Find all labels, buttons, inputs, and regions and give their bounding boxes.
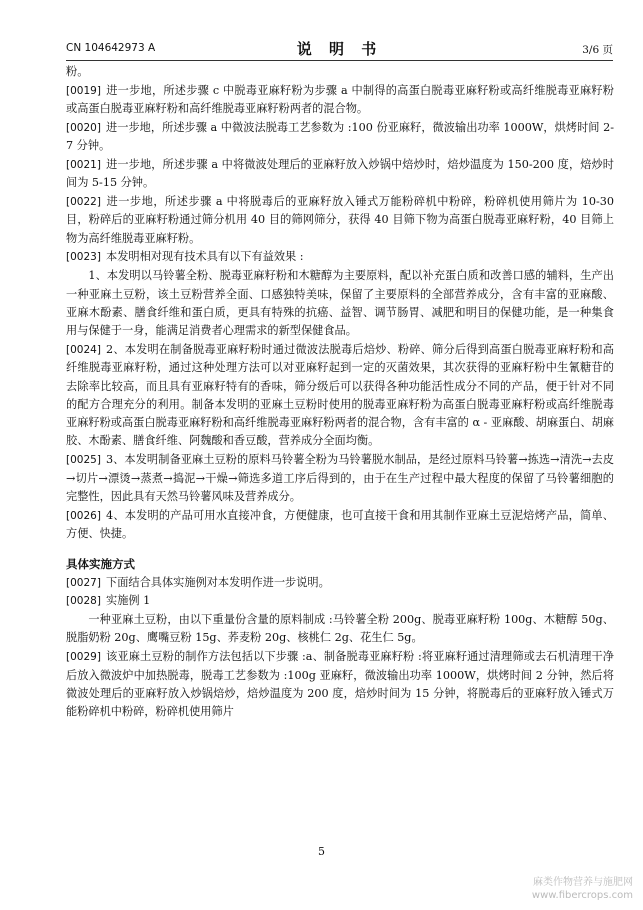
document-title: 说 明 书 bbox=[296, 40, 383, 58]
paragraph-text: 2、本发明在制备脱毒亚麻籽粉时通过微波法脱毒后焙炒、粉碎、筛分后得到高蛋白脱毒亚麻籽粉和高纤维脱毒亚麻籽粉，通过这种处理方法可以对亚麻籽起到一定的灭菌效果，其次获得的亚麻籽粉中生氰糖苷的去除率比较高，而且具有亚麻籽特有的香味，筛分级后可以获得各种功能活性成分不同的产品，便于针对不同的配方合理充分的利用。制备本发明的亚麻土豆粉时使用的脱毒亚麻籽粉为高蛋白脱毒亚麻籽粉或高纤维脱毒亚麻籽粉或高蛋白脱毒亚麻籽粉和高纤维脱毒亚麻籽粉两者的混合物，含有丰富的 α - 亚麻酸、胡麻蛋白、胡麻胶、木酚素、膳食纤维、阿魏酸和香豆酸，营养成分全面均衡。 bbox=[66, 342, 614, 448]
paragraph-number: [0023] bbox=[66, 251, 101, 264]
paragraph-number: [0022] bbox=[66, 196, 101, 209]
paragraph-text: 该亚麻土豆粉的制作方法包括以下步骤 :a、制备脱毒亚麻籽粉 :将亚麻籽通过清理筛或去石机清理干净后放入微波炉中加热脱毒，脱毒工艺参数为 :100g 亚麻籽，微波输出功率 1000W，烘烤时间 2 分钟，然后将微波处理后的亚麻籽放入炒锅焙炒，焙炒温度为 200 度，焙炒时间为 15 分钟，将脱毒后的亚麻籽放入锤式万能粉碎机中粉碎，粉碎机使用筛片 bbox=[66, 650, 614, 719]
paragraph bbox=[66, 341, 614, 451]
paragraph-text: 本发明相对现有技术具有以下有益效果 : bbox=[106, 250, 304, 264]
paragraph-number: [0028] bbox=[66, 595, 101, 608]
paragraph-text: 进一步地，所述步骤 a 中将微波处理后的亚麻籽放入炒锅中焙炒时，焙炒温度为 150-200 度，焙炒时间为 5-15 分钟。 bbox=[66, 157, 614, 190]
paragraph bbox=[66, 507, 614, 544]
paragraph-text: 4、本发明的产品可用水直接冲食，方便健康，也可直接干食和用其制作亚麻土豆泥焙烤产品，简单、方便、快捷。 bbox=[66, 508, 614, 540]
paragraph-text: 进一步地，所述步骤 c 中脱毒亚麻籽粉为步骤 a 中制得的高蛋白脱毒亚麻籽粉或高纤维脱毒亚麻籽粉或高蛋白脱毒亚麻籽粉和高纤维脱毒亚麻籽粉两者的混合物。 bbox=[66, 83, 614, 116]
page-header bbox=[66, 40, 613, 58]
paragraph-text: 进一步地，所述步骤 a 中将脱毒后的亚麻籽放入锤式万能粉碎机中粉碎，粉碎机使用筛片为 10-30 目，粉碎后的亚麻籽粉通过筛分机用 40 目的筛网筛分，获得 40 目筛下物为高蛋白脱毒亚麻籽粉，40 目筛上物为高纤维脱毒亚麻籽粉。 bbox=[66, 195, 614, 245]
paragraph bbox=[66, 82, 614, 119]
paragraph-number: [0027] bbox=[66, 576, 101, 589]
paragraph-list bbox=[66, 63, 614, 543]
watermark-line1: 麻类作物营养与施肥网 bbox=[533, 877, 633, 888]
paragraph bbox=[66, 648, 614, 721]
paragraph bbox=[66, 451, 614, 506]
paragraph-text: 1、本发明以马铃薯全粉、脱毒亚麻籽粉和木糖醇为主要原料，配以补充蛋白质和改善口感的辅料，生产出一种亚麻土豆粉，该土豆粉营养全面、口感独特美味，保留了主要原料的全部营养成分，含有丰富的亚麻酸、亚麻木酚素、膳食纤维和蛋白质，更具有特殊的抗癌、益智、调节肠胃、减肥和明目的保健功能，是一种集食用与保健于一身，能满足消费者心理需求的新型保健食品。 bbox=[66, 269, 614, 338]
paragraph-number: [0025] bbox=[66, 454, 101, 467]
paragraph-number: [0020] bbox=[66, 121, 101, 134]
paragraph bbox=[66, 193, 614, 248]
paragraph bbox=[66, 611, 614, 648]
watermark bbox=[532, 876, 633, 902]
paragraph-text: 一种亚麻土豆粉，由以下重量份含量的原料制成 :马铃薯全粉 200g、脱毒亚麻籽粉 100g、木糖醇 50g、脱脂奶粉 20g、鹰嘴豆粉 15g、荞麦粉 20g、核桃仁 2g、花生仁 5g。 bbox=[66, 613, 614, 645]
page-indicator: 3/6 页 bbox=[582, 44, 613, 56]
paragraph-number: [0026] bbox=[66, 509, 101, 522]
paragraph-text: 进一步地，所述步骤 a 中微波法脱毒工艺参数为 :100 份亚麻籽，微波输出功率 1000W，烘烤时间 2-7 分钟。 bbox=[66, 120, 614, 153]
paragraph-text: 下面结合具体实施例对本发明作进一步说明。 bbox=[106, 575, 330, 589]
paragraph-text: 3、本发明制备亚麻土豆粉的原料马铃薯全粉为马铃薯脱水制品，是经过原料马铃薯→拣选→清洗→去皮→切片→漂烫→蒸煮→捣泥→干燥→筛选多道工序后得到的，由于在生产过程中最大程度的保留了马铃薯细胞的完整性，因此具有天然马铃薯风味及营养成分。 bbox=[66, 453, 614, 503]
paragraph-text: 实施例 1 bbox=[106, 594, 151, 608]
page-number: 5 bbox=[318, 845, 325, 858]
paragraph-list-2 bbox=[66, 574, 614, 722]
header-rule bbox=[66, 60, 613, 61]
paragraph bbox=[66, 574, 614, 592]
paragraph bbox=[66, 267, 614, 340]
watermark-line2: www.fibercrops.com bbox=[531, 890, 633, 901]
publication-number: CN 104642973 A bbox=[66, 42, 156, 54]
document-body bbox=[66, 63, 614, 722]
paragraph bbox=[66, 248, 614, 266]
paragraph-number: [0024] bbox=[66, 343, 101, 356]
paragraph bbox=[66, 156, 614, 193]
paragraph-number: [0029] bbox=[66, 651, 101, 664]
paragraph bbox=[66, 119, 614, 156]
paragraph-number: [0019] bbox=[66, 84, 101, 97]
paragraph-text: 粉。 bbox=[66, 65, 89, 78]
section-title: 具体实施方式 bbox=[66, 557, 135, 572]
paragraph-number: [0021] bbox=[66, 158, 101, 171]
paragraph bbox=[66, 592, 614, 610]
paragraph bbox=[66, 63, 614, 81]
